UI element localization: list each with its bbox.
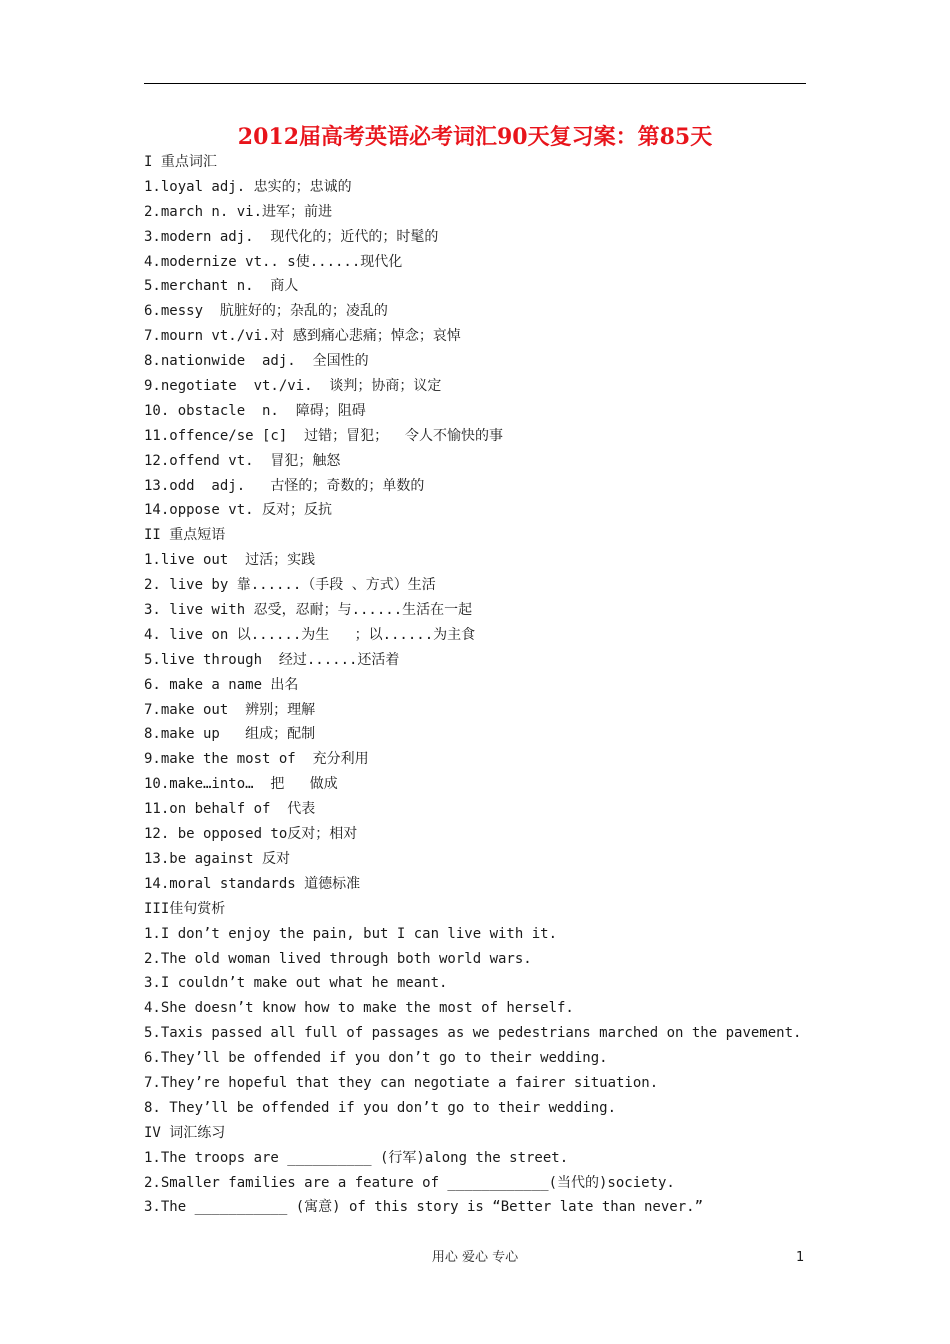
list-item: 7.mourn vt./vi.对 感到痛心悲痛；悼念；哀悼 <box>144 328 461 345</box>
list-item: 1.I don’t enjoy the pain, but I can live with it. <box>144 925 558 942</box>
list-item: 13.be against 反对 <box>144 850 291 867</box>
list-item: 12. be opposed to反对；相对 <box>144 826 358 843</box>
list-item: 13.odd adj. 古怪的；奇数的；单数的 <box>144 477 425 494</box>
list-item: 8.make up 组成；配制 <box>144 726 316 743</box>
list-item: 1.live out 过活；实践 <box>144 552 316 569</box>
list-item: 9.negotiate vt./vi. 谈判；协商；议定 <box>144 378 442 395</box>
document-body <box>144 150 814 1220</box>
header-rule <box>144 83 806 84</box>
list-item: 6.messy 肮脏好的；杂乱的；凌乱的 <box>144 303 388 320</box>
list-item: 7.They’re hopeful that they can negotiate a fairer situation. <box>144 1074 659 1091</box>
list-item: 6. make a name 出名 <box>144 676 299 693</box>
section-heading-phrases: II 重点短语 <box>144 527 226 544</box>
list-item: 14.moral standards 道德标准 <box>144 875 361 892</box>
page-title: 2012届高考英语必考词汇90天复习案：第85天 <box>237 124 713 150</box>
list-item: 6.They’ll be offended if you don’t go to their wedding. <box>144 1050 608 1067</box>
list-item: 3.I couldn’t make out what he meant. <box>144 975 448 992</box>
list-item: 8.nationwide adj. 全国性的 <box>144 353 369 370</box>
list-item: 5.live through 经过......还活着 <box>144 651 400 668</box>
list-item: 2.The old woman lived through both world wars. <box>144 950 532 967</box>
page-footer: 用心 爱心 专心 <box>431 1250 519 1265</box>
list-item: 12.offend vt. 冒犯；触怒 <box>144 452 341 469</box>
page-number: 1 <box>796 1250 805 1265</box>
exercise-item: 3.The ___________ (寓意) of this story is “Better late than never.” <box>144 1199 704 1216</box>
list-item: 7.make out 辨别；理解 <box>144 701 316 718</box>
section-heading-vocabulary: I 重点词汇 <box>144 154 217 170</box>
list-item: 11.offence/se [c] 过错；冒犯； 令人不愉快的事 <box>144 427 504 444</box>
list-item: 1.loyal adj. 忠实的；忠诚的 <box>144 178 352 195</box>
list-item: 5.Taxis passed all full of passages as we pedestrians marched on the pavement. <box>144 1025 802 1042</box>
section-heading-exercises: IV 词汇练习 <box>144 1124 226 1141</box>
list-item: 4.modernize vt.. s使......现代化 <box>144 253 403 270</box>
section-heading-sentences: III佳句赏析 <box>144 900 226 917</box>
list-item: 4.She doesn’t know how to make the most of herself. <box>144 1000 574 1017</box>
list-item: 5.merchant n. 商人 <box>144 278 299 295</box>
list-item: 3. live with 忍受，忍耐；与......生活在一起 <box>144 602 473 619</box>
list-item: 9.make the most of 充分利用 <box>144 751 369 768</box>
list-item: 3.modern adj. 现代化的；近代的；时髦的 <box>144 228 439 245</box>
list-item: 2. live by 靠......（手段 、方式）生活 <box>144 577 436 594</box>
exercise-item: 1.The troops are __________ (行军)along the street. <box>144 1149 569 1166</box>
list-item: 8. They’ll be offended if you don’t go to their wedding. <box>144 1099 617 1116</box>
list-item: 14.oppose vt. 反对；反抗 <box>144 502 333 519</box>
exercise-item: 2.Smaller families are a feature of ____________(当代的)society. <box>144 1174 675 1191</box>
list-item: 4. live on 以......为生 ；以......为主食 <box>144 626 476 643</box>
list-item: 10. obstacle n. 障碍；阻碍 <box>144 402 366 419</box>
list-item: 2.march n. vi.进军；前进 <box>144 203 333 220</box>
list-item: 11.on behalf of 代表 <box>144 801 316 818</box>
list-item: 10.make…into… 把 做成 <box>144 776 338 793</box>
